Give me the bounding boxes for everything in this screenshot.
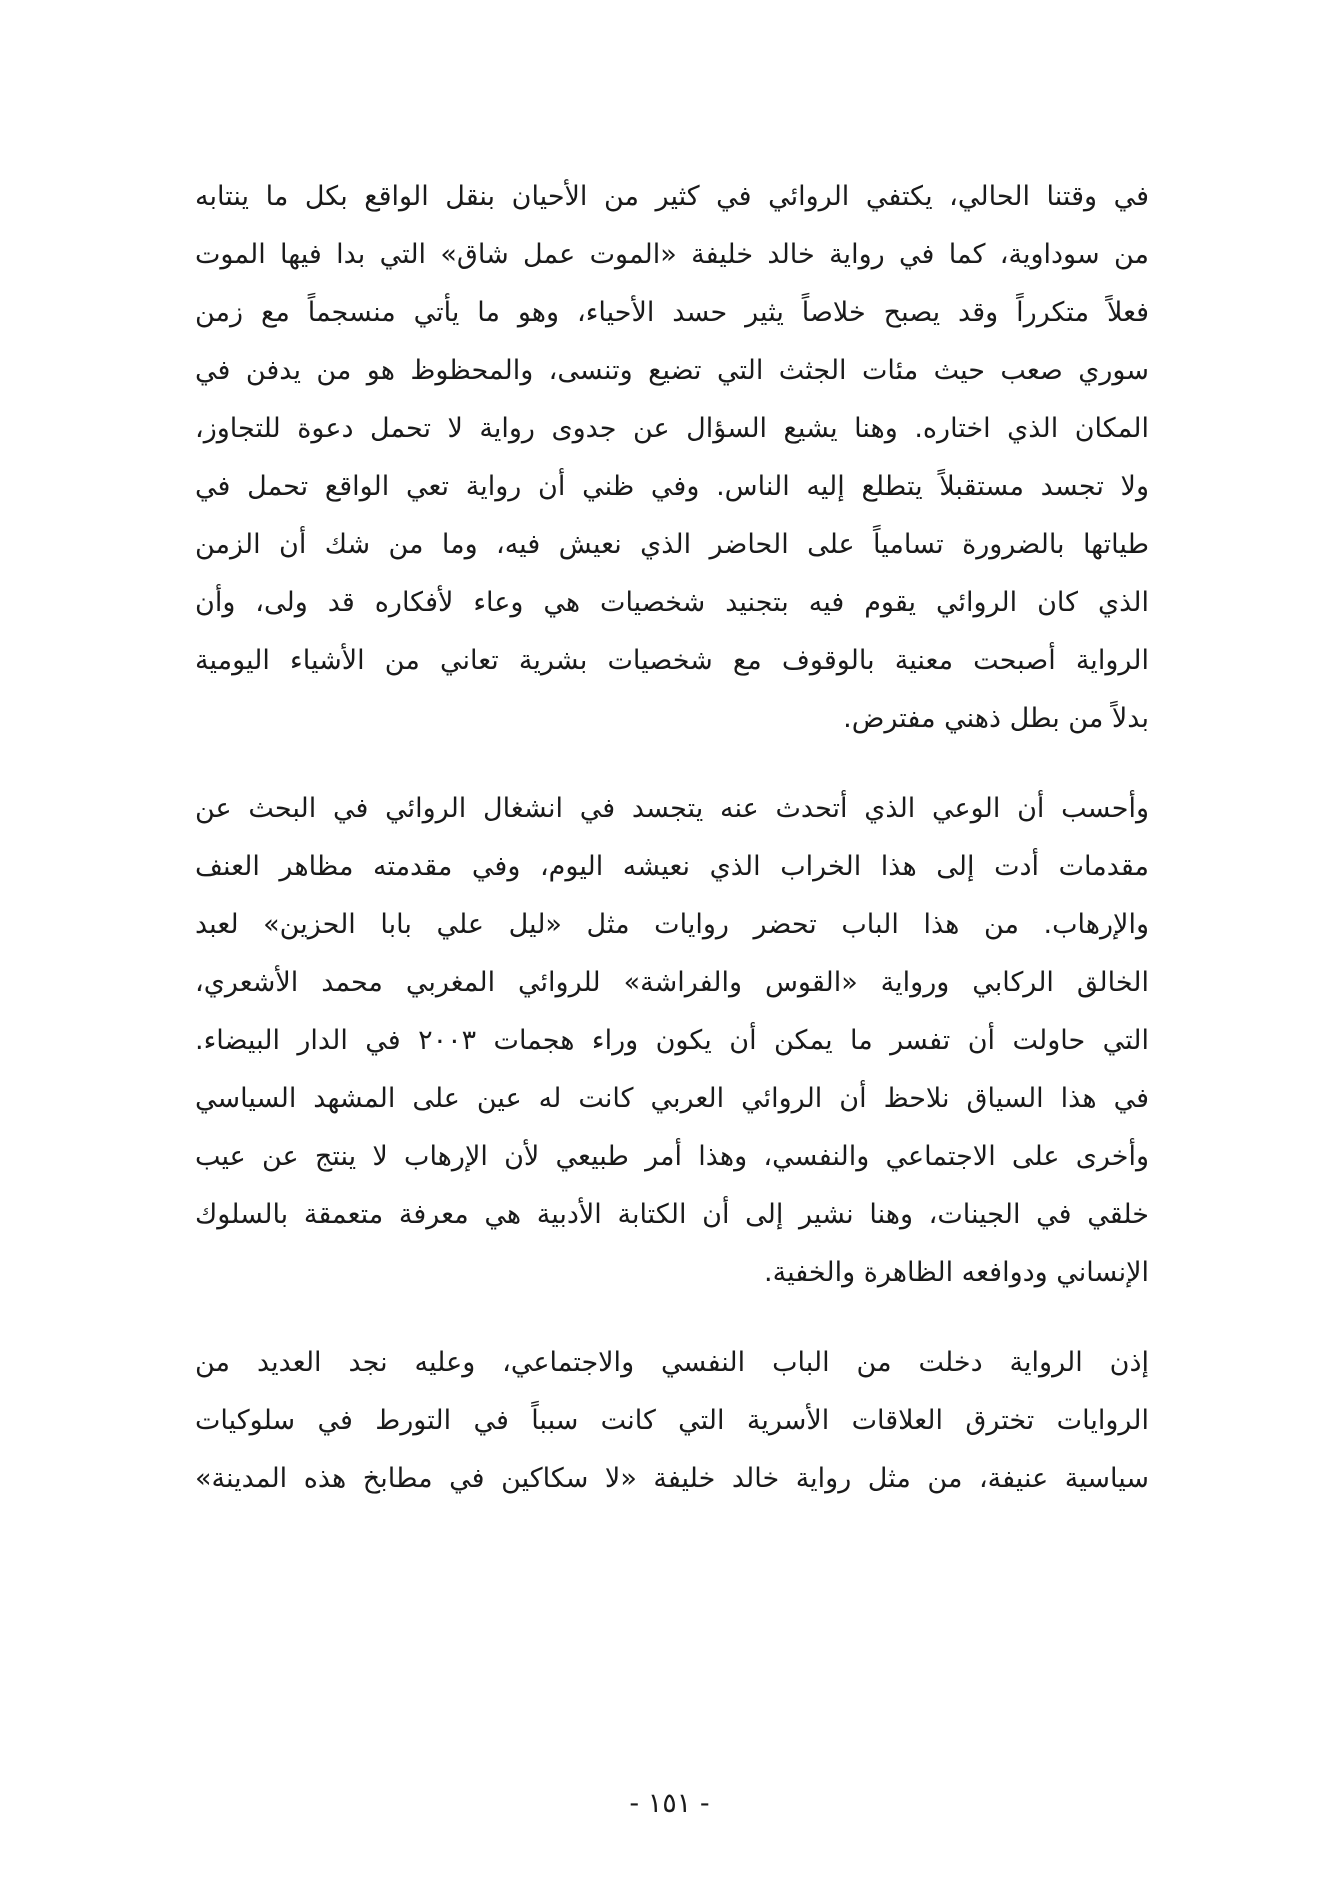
text-line: سياسية عنيفة، من مثل رواية خالد خليفة «لا سكاكين في مطابخ هذه المدينة»	[195, 1463, 1149, 1494]
text-line: إذن الرواية دخلت من الباب النفسي والاجتماعي، وعليه نجد العديد من	[195, 1347, 1149, 1378]
text-line: والإرهاب. من هذا الباب تحضر روايات مثل «ليل علي بابا الحزين» لعبد	[195, 909, 1149, 940]
text-line: من سوداوية، كما في رواية خالد خليفة «الموت عمل شاق» التي بدا فيها الموت	[195, 239, 1149, 270]
text-line: سوري صعب حيث مئات الجثث التي تضيع وتنسى، والمحظوظ هو من يدفن في	[195, 355, 1149, 386]
text-line: وأحسب أن الوعي الذي أتحدث عنه يتجسد في انشغال الروائي في البحث عن	[195, 793, 1149, 824]
paragraph-3	[195, 1334, 1149, 1508]
text-line: خلقي في الجينات، وهنا نشير إلى أن الكتابة الأدبية هي معرفة متعمقة بالسلوك	[195, 1199, 1149, 1230]
text-line: في هذا السياق نلاحظ أن الروائي العربي كانت له عين على المشهد السياسي	[195, 1083, 1149, 1114]
text-line: فعلاً متكرراً وقد يصبح خلاصاً يثير حسد الأحياء، وهو ما يأتي منسجماً مع زمن	[195, 297, 1149, 328]
paragraph-2	[195, 780, 1149, 1302]
text-line: الذي كان الروائي يقوم فيه بتجنيد شخصيات هي وعاء لأفكاره قد ولى، وأن	[195, 587, 1149, 618]
text-line: في وقتنا الحالي، يكتفي الروائي في كثير من الأحيان بنقل الواقع بكل ما ينتابه	[195, 181, 1149, 212]
text-line: بدلاً من بطل ذهني مفترض.	[843, 703, 1149, 734]
body-text	[195, 168, 1149, 1508]
text-line: طياتها بالضرورة تسامياً على الحاضر الذي نعيش فيه، وما من شك أن الزمن	[195, 529, 1149, 560]
text-line: الخالق الركابي ورواية «القوس والفراشة» للروائي المغربي محمد الأشعري،	[195, 967, 1149, 998]
text-line: الروايات تخترق العلاقات الأسرية التي كانت سبباً في التورط في سلوكيات	[195, 1405, 1149, 1436]
text-line: المكان الذي اختاره. وهنا يشيع السؤال عن جدوى رواية لا تحمل دعوة للتجاوز،	[195, 413, 1149, 444]
text-line: مقدمات أدت إلى هذا الخراب الذي نعيشه اليوم، وفي مقدمته مظاهر العنف	[195, 851, 1149, 882]
text-line: الإنساني ودوافعه الظاهرة والخفية.	[764, 1257, 1149, 1288]
paragraph-1	[195, 168, 1149, 748]
text-line: وأخرى على الاجتماعي والنفسي، وهذا أمر طبيعي لأن الإرهاب لا ينتج عن عيب	[195, 1141, 1149, 1172]
page-number: - ١٥١ -	[629, 1788, 710, 1819]
text-line: التي حاولت أن تفسر ما يمكن أن يكون وراء هجمات ٢٠٠٣ في الدار البيضاء.	[195, 1025, 1149, 1056]
text-line: ولا تجسد مستقبلاً يتطلع إليه الناس. وفي ظني أن رواية تعي الواقع تحمل في	[195, 471, 1149, 502]
text-line: الرواية أصبحت معنية بالوقوف مع شخصيات بشرية تعاني من الأشياء اليومية	[195, 645, 1149, 676]
